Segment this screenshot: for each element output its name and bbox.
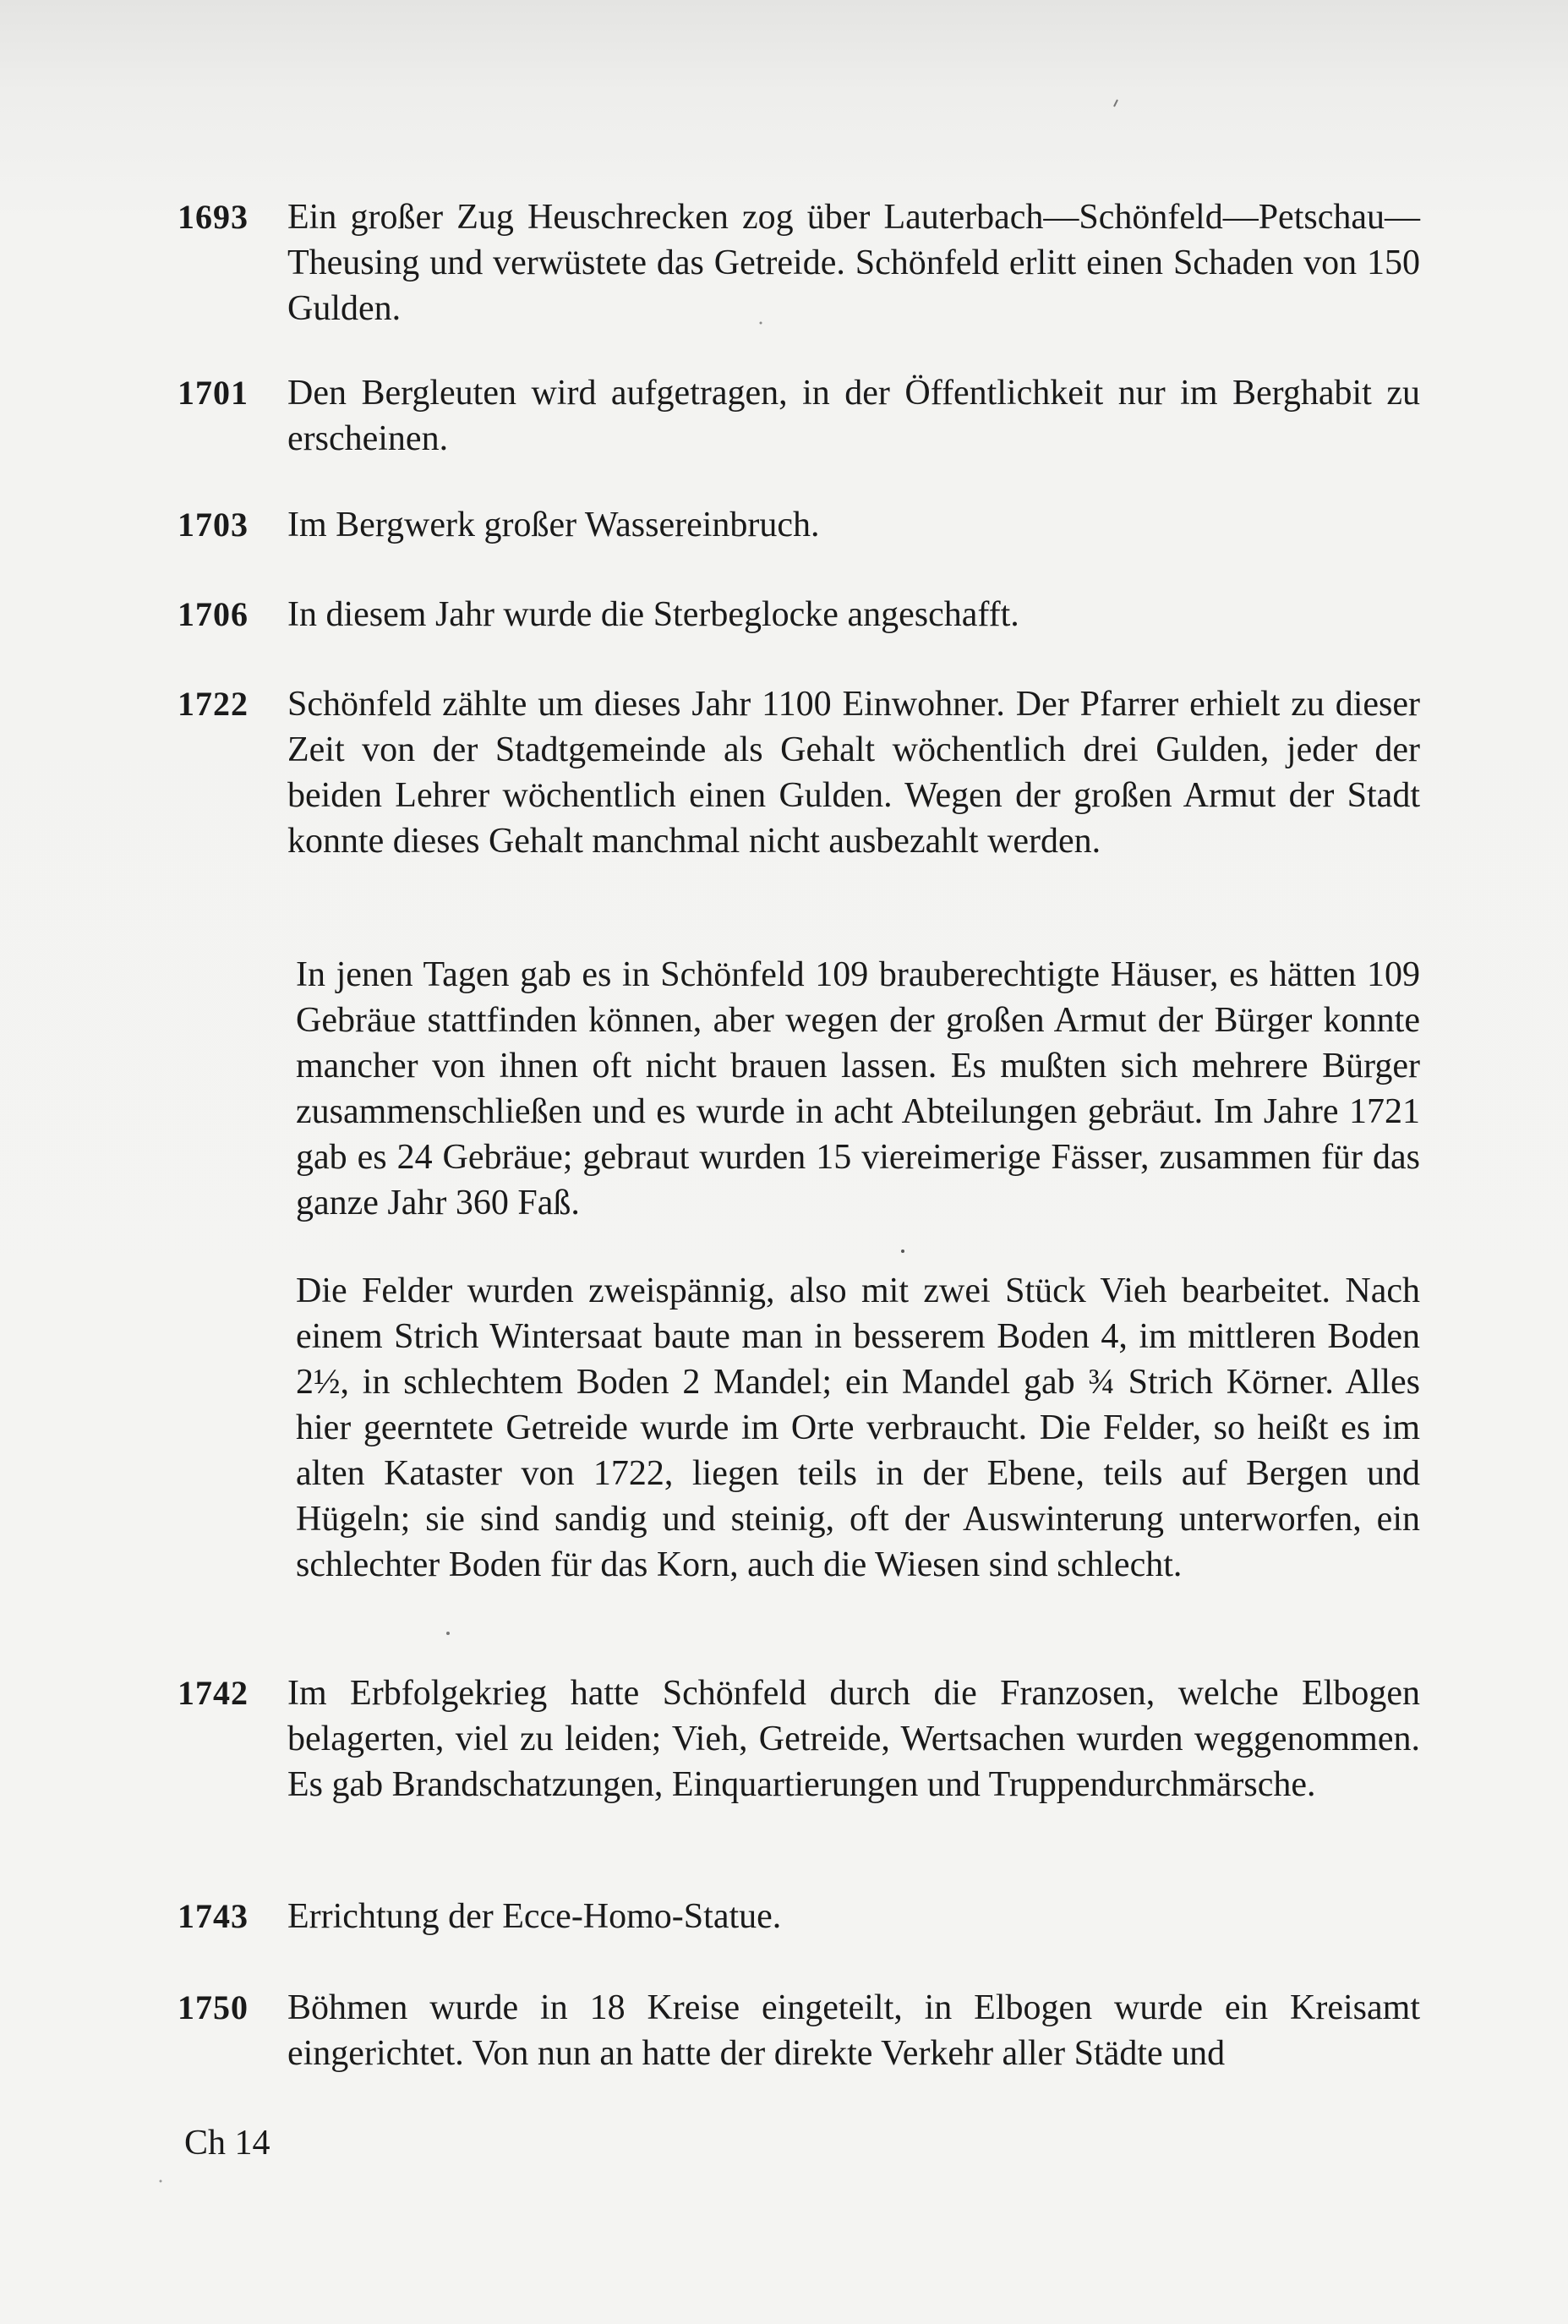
entry-paragraph: Die Felder wurden zweispännig, also mit zwei Stück Vieh bearbeitet. Nach einem Strich Wintersaat baute man in besserem Boden 4, im mittleren Boden 2½, in schlechtem Boden 2 Mandel; ein Mandel gab ¾ Strich Körner. Alles hier geerntete Getreide wurde im Orte verbraucht. Die Felder, so heißt es im alten Kataster von 1722, liegen teils in der Ebene, teils auf Bergen und Hügeln; sie sind sandig und steinig, oft der Auswinterung unterworfen, ein schlechter Boden für das Korn, auch die Wiesen sind schlecht. [296, 1271, 1420, 1584]
entry-year: 1706 [178, 595, 249, 633]
entry-text: Böhmen wurde in 18 Kreise eingeteilt, in Elbogen wurde ein Kreisamt eingerichtet. Von nun an hatte der direkte Verkehr aller Städte und [287, 1988, 1420, 2073]
entry-year: 1750 [178, 1988, 249, 2026]
entry-year: 1722 [178, 685, 249, 723]
entry-text: Den Bergleuten wird aufgetragen, in der Öffentlichkeit nur im Berghabit zu erscheinen. [287, 374, 1420, 458]
entry-year: 1701 [178, 374, 249, 412]
entry-text: Im Bergwerk großer Wassereinbruch. [287, 506, 820, 544]
entry-text: Im Erbfolgekrieg hatte Schönfeld durch die Franzosen, welche Elbogen belagerten, viel zu leiden; Vieh, Getreide, Wertsachen wurden weggenommen. Es gab Brandschatzungen, Einquartierungen und Truppendurchmärsche. [287, 1674, 1420, 1804]
page-footer: Ch 14 [184, 2124, 270, 2163]
entry-year: 1742 [178, 1674, 249, 1712]
entry-year: 1693 [178, 198, 249, 236]
entry-year: 1703 [178, 506, 249, 544]
entry-text: In diesem Jahr wurde die Sterbeglocke angeschafft. [287, 595, 1019, 634]
entry-year: 1743 [178, 1897, 249, 1935]
entry-text: Schönfeld zählte um dieses Jahr 1100 Einwohner. Der Pfarrer erhielt zu dieser Zeit von der Stadtgemeinde als Gehalt wöchentlich drei Gulden, jeder der beiden Lehrer wöchentlich einen Gulden. Wegen der großen Armut der Stadt konnte dieses Gehalt manchmal nicht ausbezahlt werden. [287, 685, 1420, 861]
entry-paragraph: In jenen Tagen gab es in Schönfeld 109 brauberechtigte Häuser, es hätten 109 Gebräue stattfinden können, aber wegen der großen Armut der Bürger konnte mancher von ihnen oft nicht brauen lassen. Es mußten sich mehrere Bürger zusammenschließen und es wurde in acht Abteilungen gebräut. Im Jahre 1721 gab es 24 Gebräue; gebraut wurden 15 viereimerige Fässer, zusammen für das ganze Jahr 360 Faß. [296, 955, 1420, 1222]
entry-text: Errichtung der Ecce-Homo-Statue. [287, 1897, 782, 1936]
entry-text: Ein großer Zug Heuschrecken zog über Lauterbach—Schönfeld—Petschau—Theusing und verwüstete das Getreide. Schönfeld erlitt einen Schaden von 150 Gulden. [287, 198, 1420, 328]
